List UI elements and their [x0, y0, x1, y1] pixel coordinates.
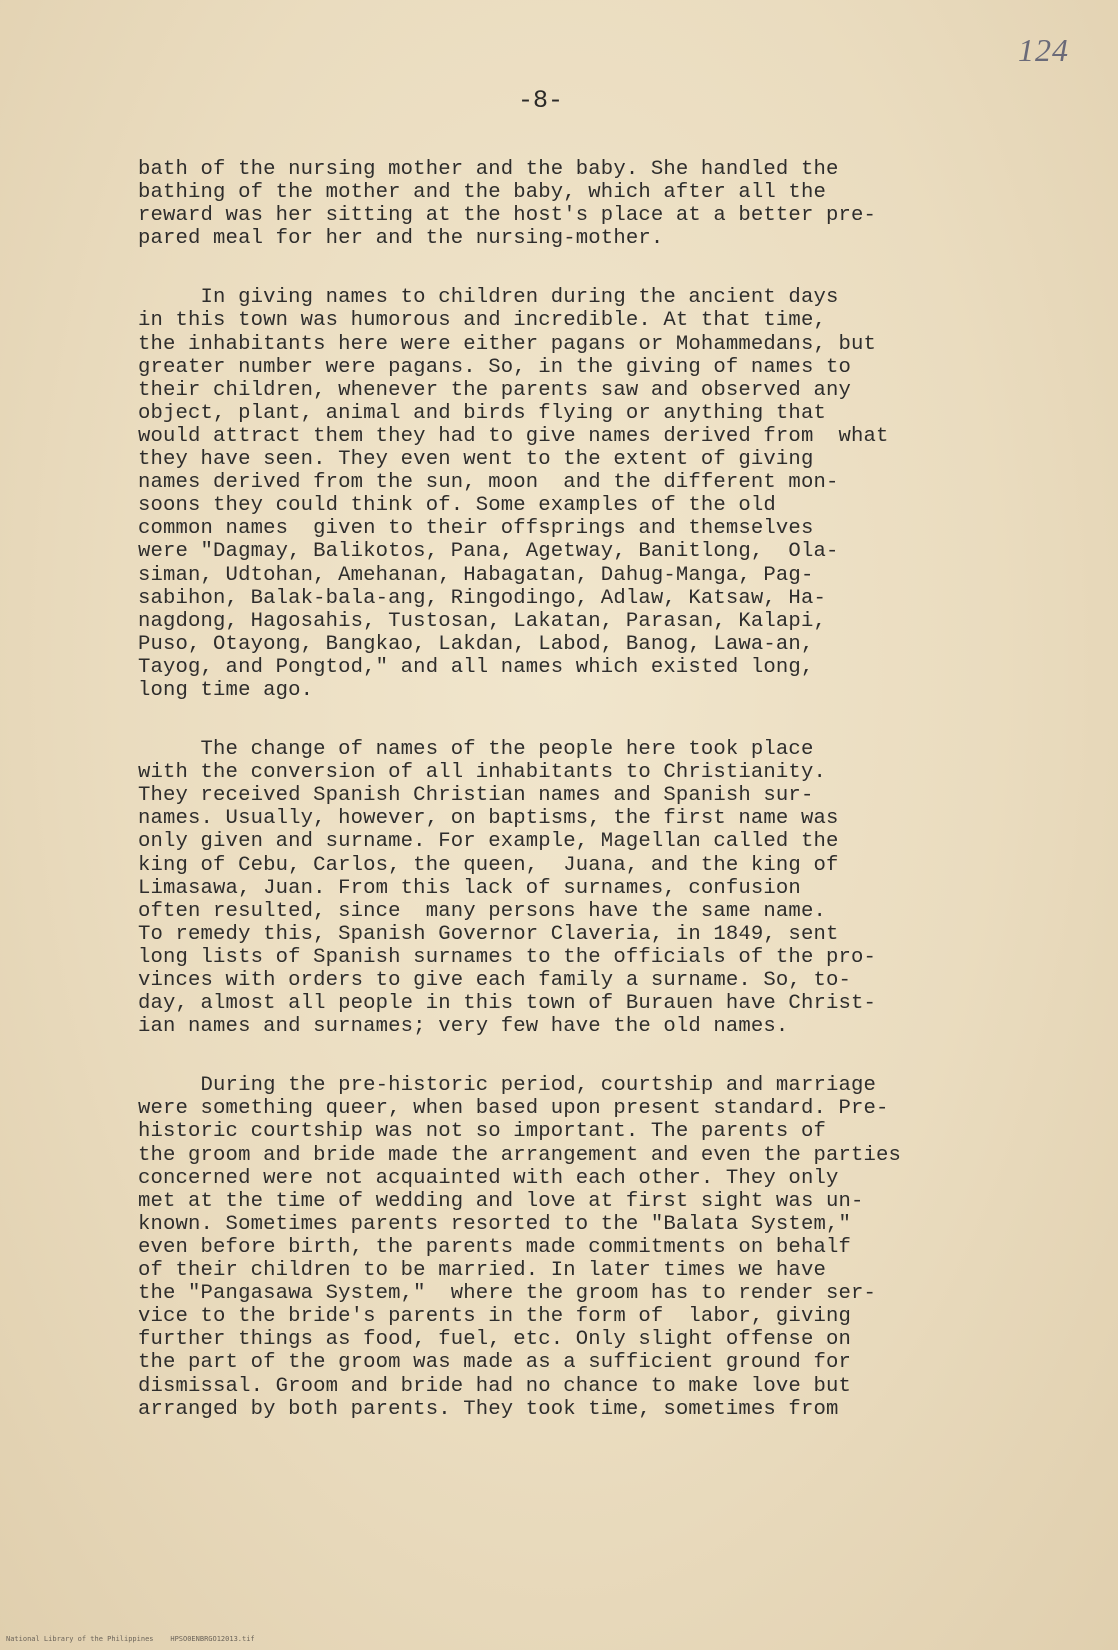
text-line: sabihon, Balak-bala-ang, Ringodingo, Adlaw, Katsaw, Ha-: [138, 586, 826, 610]
text-line: siman, Udtohan, Amehanan, Habagatan, Dahug-Manga, Pag-: [138, 563, 814, 587]
text-line: In giving names to children during the ancient days: [138, 286, 839, 310]
text-line: Puso, Otayong, Bangkao, Lakdan, Labod, Banog, Lawa-an,: [138, 632, 814, 656]
text-line: names derived from the sun, moon and the different mon-: [138, 471, 839, 495]
text-line: of their children to be married. In later times we have: [138, 1259, 826, 1283]
page-number: -8-: [518, 86, 564, 115]
text-line: the groom and bride made the arrangement and even the parties: [138, 1143, 902, 1167]
text-line: were something queer, when based upon present standard. Pre-: [138, 1097, 889, 1121]
text-line: the part of the groom was made as a sufficient ground for: [138, 1351, 851, 1375]
paragraph-gap: [138, 250, 1068, 286]
archive-page-number: 124: [1018, 32, 1069, 68]
text-line: they have seen. They even went to the extent of giving: [138, 448, 814, 472]
text-line: their children, whenever the parents saw and observed any: [138, 378, 851, 402]
text-line: To remedy this, Spanish Governor Claveria, in 1849, sent: [138, 922, 839, 946]
text-line: would attract them they had to give names derived from what: [138, 424, 889, 448]
text-line: were "Dagmay, Balikotos, Pana, Agetway, Banitlong, Ola-: [138, 540, 839, 564]
text-line: During the pre-historic period, courtship and marriage: [138, 1074, 876, 1098]
text-line: further things as food, fuel, etc. Only slight offense on: [138, 1328, 851, 1352]
text-line: Limasawa, Juan. From this lack of surnames, confusion: [138, 876, 801, 900]
text-line: king of Cebu, Carlos, the queen, Juana, and the king of: [138, 853, 839, 877]
text-line: bathing of the mother and the baby, which after all the: [138, 181, 826, 205]
text-line: names. Usually, however, on baptisms, the first name was: [138, 807, 839, 831]
text-line: concerned were not acquainted with each other. They only: [138, 1166, 839, 1190]
text-line: common names given to their offsprings and themselves: [138, 517, 814, 541]
text-line: met at the time of wedding and love at first sight was un-: [138, 1189, 864, 1213]
text-line: only given and surname. For example, Magellan called the: [138, 830, 839, 854]
text-line: with the conversion of all inhabitants to Christianity.: [138, 761, 826, 785]
paragraph: [138, 738, 1068, 1038]
text-line: in this town was humorous and incredible. At that time,: [138, 309, 826, 333]
text-line: historic courtship was not so important. The parents of: [138, 1120, 826, 1144]
text-line: nagdong, Hagosahis, Tustosan, Lakatan, Parasan, Kalapi,: [138, 609, 826, 633]
paragraph: [138, 286, 1068, 702]
text-line: reward was her sitting at the host's place at a better pre-: [138, 204, 876, 228]
text-line: even before birth, the parents made commitments on behalf: [138, 1235, 851, 1259]
text-line: greater number were pagans. So, in the giving of names to: [138, 355, 851, 379]
text-line: bath of the nursing mother and the baby. She handled the: [138, 158, 839, 181]
text-line: pared meal for her and the nursing-mother.: [138, 227, 664, 251]
text-line: They received Spanish Christian names and Spanish sur-: [138, 784, 814, 808]
text-line: day, almost all people in this town of Burauen have Christ-: [138, 992, 876, 1016]
text-line: arranged by both parents. They took time, sometimes from: [138, 1397, 839, 1421]
text-line: ian names and surnames; very few have the old names.: [138, 1015, 789, 1039]
text-line: the inhabitants here were either pagans or Mohammedans, but: [138, 332, 876, 356]
text-line: long lists of Spanish surnames to the officials of the pro-: [138, 945, 876, 969]
paragraph: [138, 1074, 1068, 1420]
footer-caption: National Library of the Philippines HPSO0ENBRGO12013.tif: [6, 1635, 255, 1643]
text-line: vinces with orders to give each family a surname. So, to-: [138, 969, 851, 992]
paragraph: [138, 158, 1068, 250]
text-line: long time ago.: [138, 678, 314, 702]
text-line: Tayog, and Pongtod," and all names which existed long,: [138, 655, 814, 679]
text-line: vice to the bride's parents in the form of labor, giving: [138, 1305, 851, 1329]
text-line: known. Sometimes parents resorted to the "Balata System,": [138, 1212, 851, 1236]
text-line: soons they could think of. Some examples of the old: [138, 494, 776, 518]
text-line: The change of names of the people here took place: [138, 738, 814, 762]
text-line: the "Pangasawa System," where the groom has to render ser-: [138, 1282, 876, 1306]
paragraph-gap: [138, 1038, 1068, 1074]
text-line: dismissal. Groom and bride had no chance to make love but: [138, 1374, 851, 1398]
paragraph-gap: [138, 702, 1068, 738]
text-line: object, plant, animal and birds flying or anything that: [138, 401, 826, 425]
body-text: [138, 158, 1068, 1421]
text-line: often resulted, since many persons have the same name.: [138, 899, 826, 923]
